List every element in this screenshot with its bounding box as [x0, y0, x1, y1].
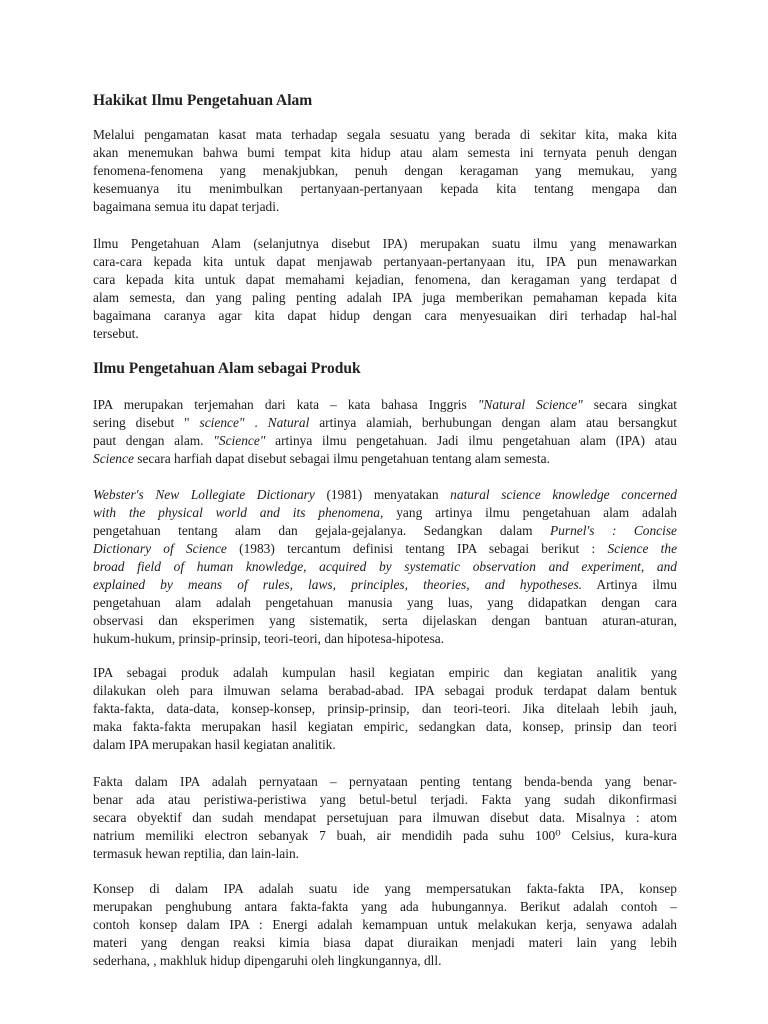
- section-heading-produk: Ilmu Pengetahuan Alam sebagai Produk: [93, 360, 361, 377]
- text-line: materi yang dengan reaksi kimia biasa dapat diuraikan menjadi materi lain yang lebih: [93, 935, 677, 950]
- text-line: Ilmu Pengetahuan Alam (selanjutnya disebut IPA) merupakan suatu ilmu yang menawarkan: [93, 236, 677, 251]
- text-run: Artinya ilmu: [582, 577, 677, 592]
- text-line: akan menemukan bahwa bumi tempat kita hidup atau alam semesta ini ternyata penuh dengan: [93, 145, 677, 160]
- text-line: benar ada atau peristiwa-peristiwa yang betul-betul terjadi. Fakta yang sudah dikonfirmasi: [93, 792, 677, 807]
- text-run-italic: natural science knowledge concerned: [450, 487, 677, 502]
- text-run: secara singkat: [582, 397, 677, 412]
- text-line: [93, 540, 677, 558]
- text-run-italic: Dictionary of Science: [93, 541, 227, 556]
- text-run-italic: Science the: [607, 541, 678, 556]
- text-line: pengetahuan alam adalah pengetahuan manusia yang luas, yang didapatkan dengan cara: [93, 595, 677, 610]
- text-line: Melalui pengamatan kasat mata terhadap segala sesuatu yang berada di sekitar kita, maka kita: [93, 127, 677, 142]
- paragraph-ipa-product: [93, 664, 677, 754]
- text-line: termasuk hewan reptilia, dan lain-lain.: [93, 846, 299, 861]
- text-line: observasi dan eksperimen yang sistematik, serta dijelaskan dengan bantuan aturan-aturan,: [93, 613, 677, 628]
- text-line: Konsep di dalam IPA adalah suatu ide yang mempersatukan fakta-fakta IPA, konsep: [93, 881, 677, 896]
- text-run-italic: "Science": [213, 433, 266, 448]
- text-line: dilakukan oleh para ilmuwan selama berabad-abad. IPA sebagai produk terdapat dalam bentuk: [93, 683, 677, 698]
- text-line: [93, 414, 677, 432]
- paragraph-fakta: [93, 773, 677, 863]
- text-run: paut dengan alam.: [93, 433, 214, 448]
- text-line: bagaimana semua itu dapat terjadi.: [93, 199, 280, 214]
- text-line: cara kepada kita untuk dapat memahami kejadian, fenomena, dan keragaman yang terdapat d: [93, 272, 677, 287]
- text-line: kesemuanya itu menimbulkan pertanyaan-pertanyaan kepada kita tentang mengapa dan: [93, 181, 677, 196]
- paragraph-ipa-definition: [93, 235, 677, 343]
- text-line: [93, 558, 677, 576]
- text-line: merupakan penghubung antara fakta-fakta yang ada hubungannya. Berikut adalah contoh –: [93, 899, 677, 914]
- text-line: tersebut.: [93, 326, 139, 341]
- text-run-italic: with the physical world and its phenomena,: [93, 505, 384, 520]
- text-run: pengetahuan tentang alam dan gejala-gejalanya. Sedangkan dalam: [93, 523, 550, 538]
- text-run: IPA merupakan terjemahan dari kata – kata bahasa Inggris: [93, 397, 478, 412]
- text-line: [93, 486, 677, 504]
- text-run-italic: broad field of human knowledge, acquired by systematic observation and experiment, and: [93, 559, 677, 574]
- text-line: fakta-fakta, data-data, konsep-konsep, prinsip-prinsip, dan teori-teori. Jika ditelaah lebih jauh,: [93, 701, 677, 716]
- text-run: .: [244, 415, 268, 430]
- paragraph-natural-science: [93, 396, 677, 468]
- text-line: dalam IPA merupakan hasil kegiatan analitik.: [93, 737, 336, 752]
- text-line: cara-cara kepada kita untuk dapat menjawab pertanyaan-pertanyaan itu, IPA pun menawarkan: [93, 254, 677, 269]
- text-line: bagaimana caranya agar kita dapat hidup dengan cara menyesuaikan diri terhadap hal-hal: [93, 308, 677, 323]
- text-run: artinya alamiah, berhubungan dengan alam atau bersangkut: [309, 415, 678, 430]
- text-run: (1981) menyatakan: [314, 487, 451, 502]
- text-line: maka fakta-fakta merupakan hasil kegiatan empiric, sedangkan data, konsep, prinsip dan teori: [93, 719, 677, 734]
- text-line: IPA sebagai produk adalah kumpulan hasil kegiatan empiric dan kegiatan analitik yang: [93, 665, 677, 680]
- text-run-italic: science": [199, 415, 245, 430]
- text-run-italic: Webster's New Lollegiate Dictionary: [93, 487, 315, 502]
- paragraph-intro: [93, 126, 677, 216]
- text-run: yang artinya ilmu pengetahuan alam adalah: [383, 505, 677, 520]
- text-run-italic: explained by means of rules, laws, principles, theories, and hypotheses.: [93, 577, 583, 592]
- text-line: secara obyektif dan sudah mendapat persetujuan para ilmuwan disebut data. Misalnya : atom: [93, 810, 677, 825]
- text-line: fenomena-fenomena yang menakjubkan, penuh dengan keragaman yang memukau, yang: [93, 163, 677, 178]
- paragraph-konsep: [93, 880, 677, 970]
- text-line: [93, 504, 677, 522]
- text-line: hukum-hukum, prinsip-prinsip, teori-teori, dan hipotesa-hipotesa.: [93, 631, 445, 646]
- text-run: sering disebut ": [93, 415, 200, 430]
- text-run-italic: Science: [93, 451, 134, 466]
- text-line: natrium memiliki electron sebanyak 7 buah, air mendidih pada suhu 100⁰ Celsius, kura-kura: [93, 828, 677, 843]
- text-run-italic: Natural: [267, 415, 310, 430]
- text-line: sederhana, , makhluk hidup dipengaruhi oleh lingkungannya, dll.: [93, 953, 442, 968]
- text-line: [93, 450, 677, 468]
- document-page: [93, 0, 677, 1024]
- text-run: artinya ilmu pengetahuan. Jadi ilmu pengetahuan alam (IPA) atau: [265, 433, 678, 448]
- text-run: secara harfiah dapat disebut sebagai ilmu pengetahuan tentang alam semesta.: [133, 451, 550, 466]
- text-run: (1983) tercantum definisi tentang IPA sebagai berikut :: [226, 541, 608, 556]
- text-line: [93, 576, 677, 594]
- section-heading-hakikat: Hakikat Ilmu Pengetahuan Alam: [93, 92, 313, 109]
- text-line: alam semesta, dan yang paling penting adalah IPA juga memberikan pemahaman kepada kita: [93, 290, 677, 305]
- text-run-italic: Purnel's : Concise: [550, 523, 677, 538]
- text-line: Fakta dalam IPA adalah pernyataan – pernyataan penting tentang benda-benda yang benar-: [93, 774, 677, 789]
- paragraph-dictionary-definition: [93, 486, 677, 648]
- text-run-italic: "Natural Science": [477, 397, 583, 412]
- text-line: contoh konsep dalam IPA : Energi adalah kemampuan untuk melakukan kerja, senyawa adalah: [93, 917, 677, 932]
- text-line: [93, 432, 677, 450]
- text-line: [93, 396, 677, 414]
- text-line: [93, 522, 677, 540]
